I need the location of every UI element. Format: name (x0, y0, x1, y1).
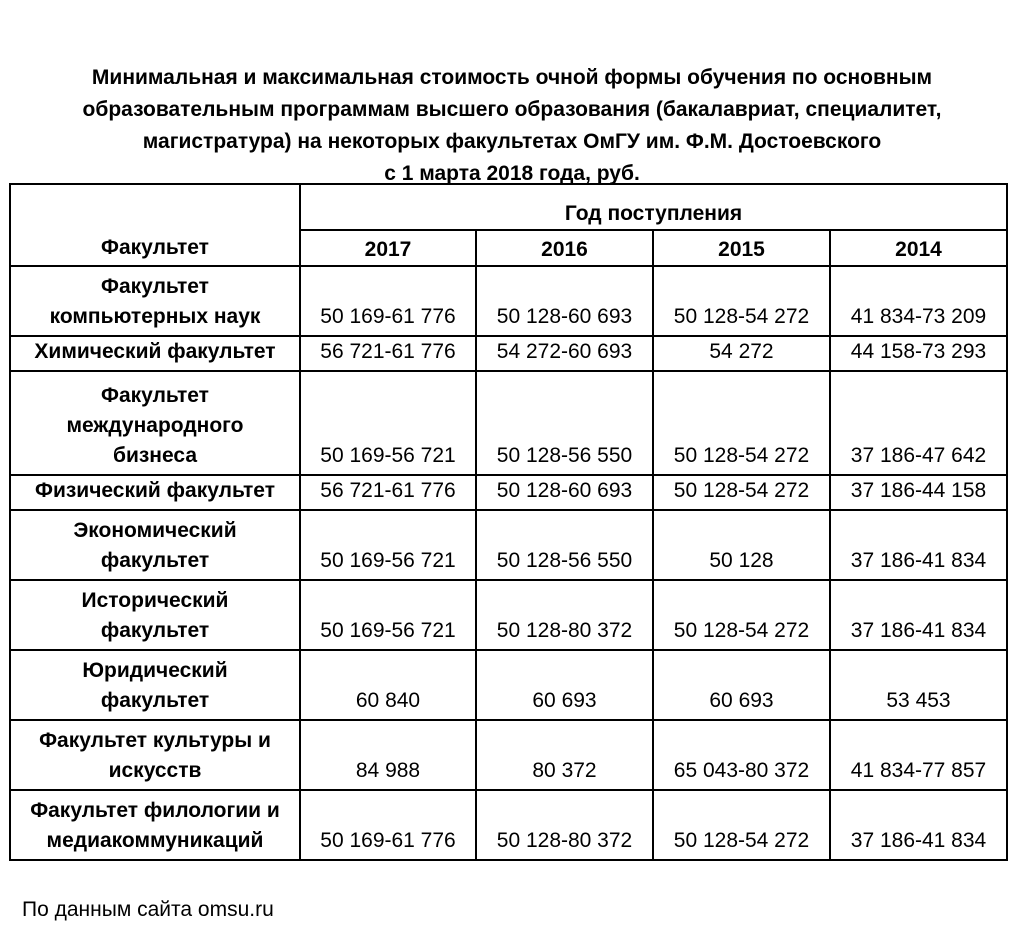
price-cell-2016: 60 693 (476, 650, 653, 720)
price-cell-2016: 50 128-60 693 (476, 475, 653, 510)
price-cell-2014: 41 834-73 209 (830, 266, 1007, 336)
table-row (10, 720, 1007, 790)
price-cell-2017: 50 169-61 776 (300, 790, 476, 860)
faculty-name-cell (10, 266, 300, 336)
price-cell-2016: 50 128-56 550 (476, 510, 653, 580)
faculty-name-cell (10, 336, 300, 371)
faculty-name-line: Юридический (82, 659, 228, 682)
price-cell-2014: 37 186-44 158 (830, 475, 1007, 510)
faculty-name-line: медиакоммуникаций (46, 829, 264, 852)
price-cell-2017: 56 721-61 776 (300, 475, 476, 510)
faculty-name-cell (10, 475, 300, 510)
faculty-name-line: факультет (100, 549, 210, 572)
price-cell-2015: 50 128-54 272 (653, 371, 830, 475)
price-cell-2014: 44 158-73 293 (830, 336, 1007, 371)
title-line-2: образовательным программам высшего образования (бакалавриат, специалитет, (82, 98, 942, 121)
faculty-name-line: Физический факультет (35, 479, 275, 502)
faculty-name-line: факультет (100, 619, 210, 642)
price-cell-2015: 50 128-54 272 (653, 475, 830, 510)
price-cell-2015: 50 128 (653, 510, 830, 580)
price-cell-2016: 80 372 (476, 720, 653, 790)
title-line-1: Минимальная и максимальная стоимость очной формы обучения по основным (91, 66, 933, 89)
price-cell-2015: 50 128-54 272 (653, 580, 830, 650)
price-cell-2017: 50 169-56 721 (300, 580, 476, 650)
title-line-3: магистратура) на некоторых факультетах ОмГУ им. Ф.М. Достоевского (142, 130, 882, 153)
year-header-2017: 2017 (300, 230, 476, 266)
table-row (10, 790, 1007, 860)
price-cell-2014: 37 186-41 834 (830, 790, 1007, 860)
price-cell-2014: 41 834-77 857 (830, 720, 1007, 790)
faculty-name-line: Экономический (73, 519, 237, 542)
table-row (10, 475, 1007, 510)
source-note: По данным сайта omsu.ru (22, 898, 274, 921)
price-cell-2015: 65 043-80 372 (653, 720, 830, 790)
price-cell-2016: 50 128-80 372 (476, 580, 653, 650)
table-row (10, 371, 1007, 475)
table-row (10, 580, 1007, 650)
tuition-table (9, 183, 1008, 861)
year-header-2016: 2016 (476, 230, 653, 266)
price-cell-2017: 50 169-61 776 (300, 266, 476, 336)
faculty-name-line: международного (66, 414, 244, 437)
table-row (10, 510, 1007, 580)
price-cell-2017: 60 840 (300, 650, 476, 720)
faculty-name-line: Факультет (101, 384, 209, 407)
table-row (10, 266, 1007, 336)
faculty-name-cell (10, 650, 300, 720)
price-cell-2016: 54 272-60 693 (476, 336, 653, 371)
price-cell-2017: 84 988 (300, 720, 476, 790)
faculty-name-cell (10, 510, 300, 580)
price-cell-2015: 60 693 (653, 650, 830, 720)
price-cell-2014: 37 186-47 642 (830, 371, 1007, 475)
faculty-name-line: Исторический (81, 589, 229, 612)
faculty-name-line: компьютерных наук (49, 305, 261, 328)
year-header-2014: 2014 (830, 230, 1007, 266)
price-cell-2014: 37 186-41 834 (830, 510, 1007, 580)
faculty-name-line: Факультет филологии и (30, 799, 280, 822)
table-body (10, 266, 1007, 860)
faculty-name-line: Факультет (101, 275, 209, 298)
price-cell-2016: 50 128-56 550 (476, 371, 653, 475)
enrollment-year-header: Год поступления (300, 184, 1007, 230)
price-cell-2017: 50 169-56 721 (300, 371, 476, 475)
year-header-2015: 2015 (653, 230, 830, 266)
faculty-name-cell (10, 580, 300, 650)
price-cell-2014: 53 453 (830, 650, 1007, 720)
faculty-name-line: факультет (100, 689, 210, 712)
price-cell-2017: 50 169-56 721 (300, 510, 476, 580)
price-cell-2015: 50 128-54 272 (653, 790, 830, 860)
table-row (10, 650, 1007, 720)
faculty-name-line: искусств (108, 759, 202, 782)
faculty-name-line: бизнеса (112, 444, 198, 467)
price-cell-2014: 37 186-41 834 (830, 580, 1007, 650)
faculty-column-header: Факультет (10, 184, 300, 266)
price-cell-2016: 50 128-60 693 (476, 266, 653, 336)
faculty-name-cell (10, 790, 300, 860)
document-title (0, 62, 1024, 190)
faculty-name-cell (10, 371, 300, 475)
faculty-name-line: Факультет культуры и (39, 729, 271, 752)
price-cell-2015: 54 272 (653, 336, 830, 371)
price-cell-2015: 50 128-54 272 (653, 266, 830, 336)
price-cell-2016: 50 128-80 372 (476, 790, 653, 860)
table-row (10, 336, 1007, 371)
faculty-name-cell (10, 720, 300, 790)
faculty-name-line: Химический факультет (34, 340, 276, 363)
price-cell-2017: 56 721-61 776 (300, 336, 476, 371)
title-line-4: с 1 марта 2018 года, руб. (384, 162, 640, 185)
